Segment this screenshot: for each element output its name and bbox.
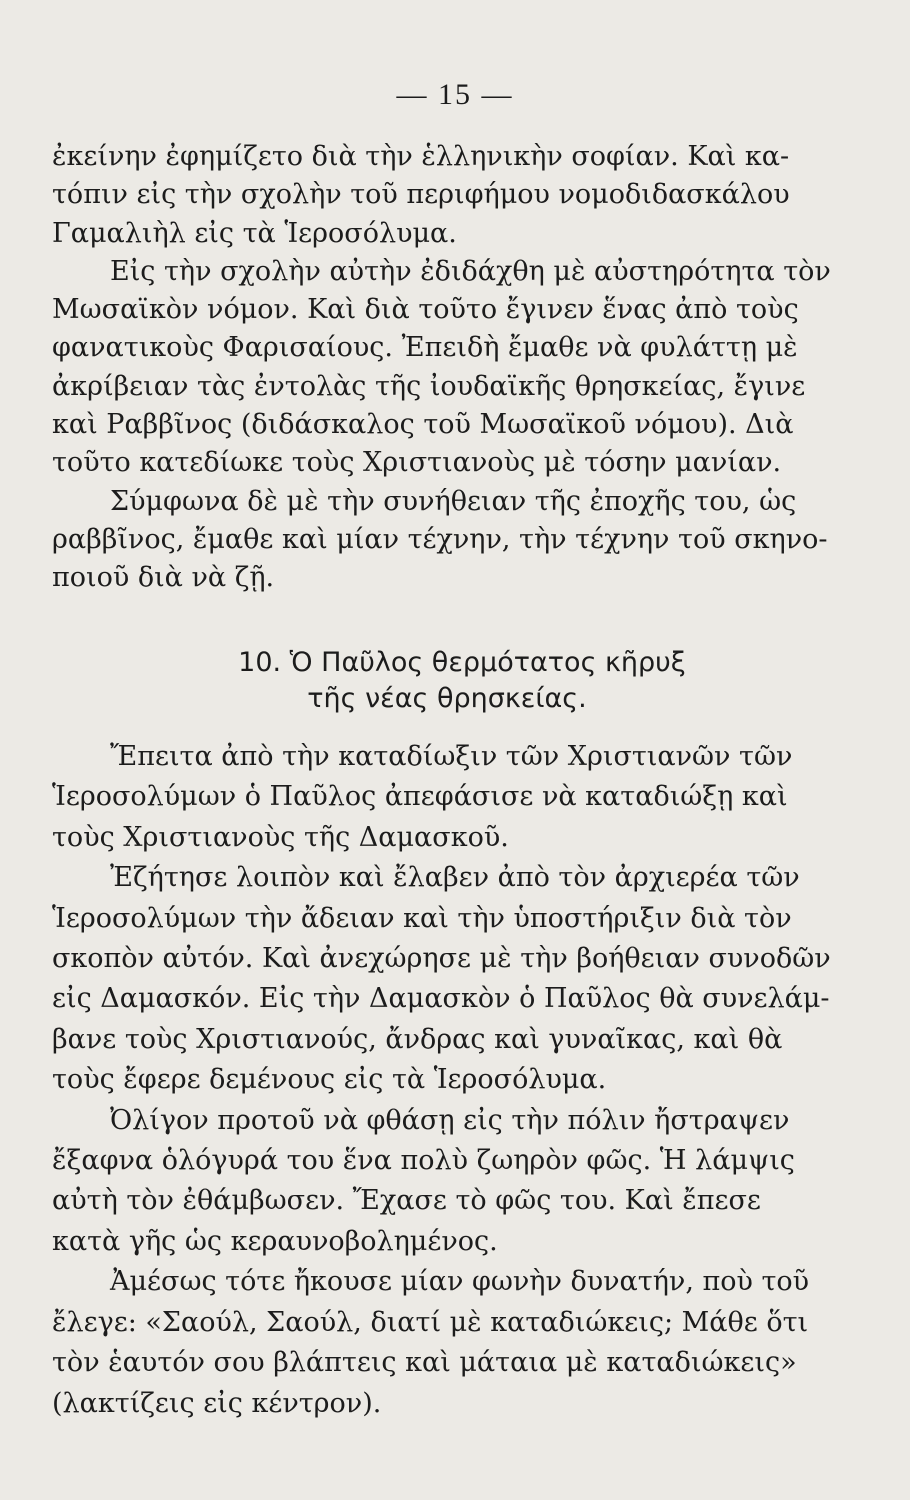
text-line: Σύμφωνα δὲ μὲ τὴν συνήθειαν τῆς ἐποχῆς του, ὡς bbox=[110, 485, 797, 517]
text-block-top bbox=[52, 138, 832, 598]
text-line: φανατικοὺς Φαρισαίους. Ἐπειδὴ ἔμαθε νὰ φυλάττῃ μὲ bbox=[52, 332, 798, 364]
text-line: τοῦτο κατεδίωκε τοὺς Χριστιανοὺς μὲ τόσην μανίαν. bbox=[52, 447, 782, 479]
text-line: ἐκείνην ἐφημίζετο διὰ τὴν ἑλληνικὴν σοφίαν. Καὶ κα- bbox=[52, 141, 790, 172]
text-line: τοὺς Χριστιανοὺς τῆς Δαμασκοῦ. bbox=[52, 821, 509, 853]
text-line: Ὀλίγον προτοῦ νὰ φθάσῃ εἰς τὴν πόλιν ἤστραψεν bbox=[110, 1104, 790, 1136]
text-line: Ἱεροσολύμων τὴν ἄδειαν καὶ τὴν ὑποστήριξιν διὰ τὸν bbox=[52, 902, 792, 934]
text-line: ποιοῦ διὰ νὰ ζῇ. bbox=[52, 562, 275, 594]
text-line: αὐτὴ τὸν ἐθάμβωσεν. Ἔχασε τὸ φῶς του. Καὶ ἔπεσε bbox=[52, 1185, 761, 1217]
paragraph bbox=[52, 253, 832, 483]
text-line: ἀκρίβειαν τὰς ἐντολὰς τῆς ἰουδαϊκῆς θρησκείας, ἔγινε bbox=[52, 370, 806, 402]
section-heading bbox=[52, 645, 832, 717]
text-line: Ἔπειτα ἀπὸ τὴν καταδίωξιν τῶν Χριστιανῶν τῶν bbox=[110, 741, 793, 772]
text-line: βανε τοὺς Χριστιανούς, ἄνδρας καὶ γυναῖκας, καὶ θὰ bbox=[52, 1023, 783, 1055]
text-line: τὸν ἑαυτόν σου βλάπτεις καὶ μάταια μὲ καταδιώκεις» bbox=[52, 1347, 797, 1379]
paragraph bbox=[52, 1101, 832, 1263]
paragraph bbox=[52, 858, 832, 1100]
text-line: Ἀμέσως τότε ἤκουσε μίαν φωνὴν δυνατήν, ποὺ τοῦ bbox=[110, 1266, 810, 1298]
paragraph bbox=[52, 138, 832, 253]
text-line: Γαμαλιὴλ εἰς τὰ Ἱεροσόλυμα. bbox=[52, 217, 457, 249]
text-line: Ἱεροσολύμων ὁ Παῦλος ἀπεφάσισε νὰ καταδιώξῃ καὶ bbox=[52, 781, 788, 813]
section-heading-line: 10. Ὁ Παῦλος θερμότατος κῆρυξ bbox=[238, 647, 686, 678]
text-line: Ἐζήτησε λοιπὸν καὶ ἔλαβεν ἀπὸ τὸν ἀρχιερέα τῶν bbox=[110, 862, 800, 894]
text-line: τόπιν εἰς τὴν σχολὴν τοῦ περιφήμου νομοδιδασκάλου bbox=[52, 179, 790, 211]
text-line: ραββῖνος, ἔμαθε καὶ μίαν τέχνην, τὴν τέχνην τοῦ σκηνο- bbox=[52, 523, 828, 555]
text-line: εἰς Δαμασκόν. Εἰς τὴν Δαμασκὸν ὁ Παῦλος θὰ συνελάμ- bbox=[52, 983, 830, 1015]
paragraph bbox=[52, 483, 832, 598]
paragraph bbox=[52, 1262, 832, 1424]
paragraph bbox=[52, 737, 832, 858]
text-line: Μωσαϊκὸν νόμον. Καὶ διὰ τοῦτο ἔγινεν ἕνας ἀπὸ τοὺς bbox=[52, 294, 799, 326]
text-line: κατὰ γῆς ὡς κεραυνοβολημένος. bbox=[52, 1225, 498, 1257]
text-line: σκοπὸν αὐτόν. Καὶ ἀνεχώρησε μὲ τὴν βοήθειαν συνοδῶν bbox=[52, 943, 831, 975]
text-line: καὶ Ραββῖνος (διδάσκαλος τοῦ Μωσαϊκοῦ νόμου). Διὰ bbox=[52, 409, 794, 441]
section-heading-line: τῆς νέας θρησκείας. bbox=[307, 683, 587, 714]
text-line: (λακτίζεις εἰς κέντρον). bbox=[52, 1387, 382, 1419]
text-block-bottom bbox=[52, 737, 832, 1424]
page-number: — 15 — bbox=[396, 78, 514, 111]
text-line: ἔξαφνα ὁλόγυρά του ἕνα πολὺ ζωηρὸν φῶς. Ἡ λάμψις bbox=[52, 1145, 795, 1177]
text-line: ἔλεγε: «Σαούλ, Σαούλ, διατί μὲ καταδιώκεις; Μάθε ὅτι bbox=[52, 1306, 809, 1338]
text-line: Εἰς τὴν σχολὴν αὐτὴν ἐδιδάχθη μὲ αὐστηρότητα τὸν bbox=[110, 255, 831, 287]
text-line: τοὺς ἔφερε δεμένους εἰς τὰ Ἱεροσόλυμα. bbox=[52, 1064, 607, 1096]
